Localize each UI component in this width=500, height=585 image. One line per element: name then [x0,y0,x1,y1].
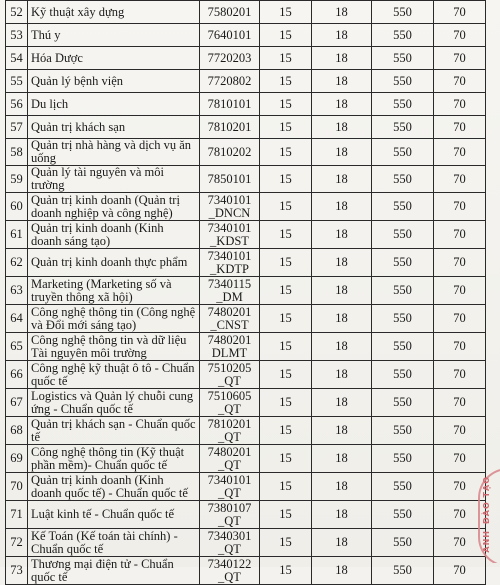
stt-cell: 62 [6,249,28,277]
score-cell-3: 550 [372,417,434,445]
code-cell: 7340101 _KDST [200,221,260,249]
score-cell-3: 550 [372,445,434,473]
score-cell-4: 70 [434,221,486,249]
score-cell-1: 15 [260,139,312,166]
score-cell-2: 18 [312,361,372,389]
score-cell-3: 550 [372,389,434,417]
score-cell-4: 70 [434,193,486,221]
major-cell: Quản trị kinh doanh (Kinh doanh sáng tạo) [28,221,200,249]
table-row [6,445,486,473]
stamp-text-bottom: ANH [482,530,491,553]
score-cell-1: 15 [260,193,312,221]
score-cell-1: 15 [260,24,312,47]
code-cell: 7510605 _QT [200,389,260,417]
score-cell-2: 18 [312,47,372,70]
stt-cell: 73 [6,557,28,585]
score-cell-3: 550 [372,221,434,249]
major-cell: Quản trị kinh doanh (Kinh doanh quốc tế) - Chuẩn quốc tế [28,473,200,501]
table-row [6,139,486,166]
table-row [6,24,486,47]
score-cell-2: 18 [312,333,372,361]
score-cell-4: 70 [434,249,486,277]
code-cell: 7340301 _QT [200,529,260,557]
stt-cell: 67 [6,389,28,417]
score-cell-4: 70 [434,166,486,193]
score-cell-4: 70 [434,361,486,389]
score-cell-1: 15 [260,473,312,501]
major-cell: Công nghệ thông tin và dữ liệu Tài nguyên môi trường [28,333,200,361]
score-cell-3: 550 [372,116,434,139]
score-cell-4: 70 [434,70,486,93]
code-cell: 7810201 _QT [200,417,260,445]
score-cell-4: 70 [434,93,486,116]
code-cell: 7720802 [200,70,260,93]
score-cell-1: 15 [260,389,312,417]
stt-cell: 65 [6,333,28,361]
score-cell-3: 550 [372,139,434,166]
major-cell: Luật kinh tế - Chuẩn quốc tế [28,501,200,529]
score-cell-4: 70 [434,139,486,166]
code-cell: 7380107 _QT [200,501,260,529]
official-stamp [478,468,500,563]
score-cell-3: 550 [372,249,434,277]
major-cell: Marketing (Marketing số và truyền thông xã hội) [28,277,200,305]
score-cell-3: 550 [372,166,434,193]
code-cell: 7720203 [200,47,260,70]
stt-cell: 66 [6,361,28,389]
table-row [6,93,486,116]
stt-cell: 70 [6,473,28,501]
code-cell: 7510205 _QT [200,361,260,389]
table-row [6,305,486,333]
score-cell-4: 70 [434,1,486,24]
score-cell-1: 15 [260,529,312,557]
score-cell-2: 18 [312,249,372,277]
score-cell-4: 70 [434,557,486,585]
score-cell-3: 550 [372,93,434,116]
score-cell-2: 18 [312,1,372,24]
score-cell-3: 550 [372,70,434,93]
stt-cell: 64 [6,305,28,333]
score-cell-4: 70 [434,445,486,473]
stamp-text-top: ĐÀO TẠO [482,476,491,524]
stt-cell: 55 [6,70,28,93]
score-cell-4: 70 [434,389,486,417]
score-cell-4: 70 [434,277,486,305]
major-cell: Kỹ thuật xây dựng [28,1,200,24]
score-cell-3: 550 [372,193,434,221]
stt-cell: 58 [6,139,28,166]
score-cell-1: 15 [260,277,312,305]
score-cell-3: 550 [372,277,434,305]
score-cell-1: 15 [260,445,312,473]
table-row [6,221,486,249]
score-cell-2: 18 [312,417,372,445]
score-cell-2: 18 [312,24,372,47]
code-cell: 7480201 DLMT [200,333,260,361]
major-cell: Quản trị kinh doanh thực phẩm [28,249,200,277]
stt-cell: 71 [6,501,28,529]
score-cell-3: 550 [372,361,434,389]
stt-cell: 68 [6,417,28,445]
score-cell-2: 18 [312,116,372,139]
table-row [6,417,486,445]
major-cell: Quản trị khách sạn - Chuẩn quốc tế [28,417,200,445]
score-cell-2: 18 [312,70,372,93]
major-cell: Quản trị kinh doanh (Quản trị doanh nghiệp và công nghệ) [28,193,200,221]
code-cell: 7810201 [200,116,260,139]
score-cell-2: 18 [312,221,372,249]
major-cell: Hóa Dược [28,47,200,70]
table-row [6,47,486,70]
table-row [6,529,486,557]
score-cell-2: 18 [312,445,372,473]
score-cell-3: 550 [372,557,434,585]
code-cell: 7340101 _DNCN [200,193,260,221]
major-cell: Du lịch [28,93,200,116]
major-cell: Công nghệ kỹ thuật ô tô - Chuẩn quốc tế [28,361,200,389]
table-row [6,193,486,221]
score-cell-1: 15 [260,116,312,139]
score-cell-2: 18 [312,389,372,417]
table-row [6,557,486,585]
stt-cell: 57 [6,116,28,139]
code-cell: 7580201 [200,1,260,24]
score-cell-3: 550 [372,24,434,47]
score-cell-1: 15 [260,166,312,193]
table-row [6,333,486,361]
score-cell-4: 70 [434,47,486,70]
stt-cell: 53 [6,24,28,47]
code-cell: 7340101 _KDTP [200,249,260,277]
table-body [6,1,486,585]
score-cell-2: 18 [312,557,372,585]
score-cell-1: 15 [260,333,312,361]
score-cell-3: 550 [372,501,434,529]
table-row [6,70,486,93]
score-cell-4: 70 [434,417,486,445]
table-row [6,116,486,139]
score-cell-4: 70 [434,24,486,47]
stt-cell: 56 [6,93,28,116]
score-cell-2: 18 [312,139,372,166]
major-cell: Logistics và Quản lý chuỗi cung ứng - Chuẩn quốc tế [28,389,200,417]
score-cell-4: 70 [434,333,486,361]
score-cell-4: 70 [434,501,486,529]
score-cell-3: 550 [372,47,434,70]
table-row [6,473,486,501]
code-cell: 7480201 _QT [200,445,260,473]
score-cell-3: 550 [372,333,434,361]
major-cell: Quản lý tài nguyên và môi trường [28,166,200,193]
table-row [6,249,486,277]
major-cell: Quản trị nhà hàng và dịch vụ ăn uống [28,139,200,166]
major-cell: Quản lý bệnh viện [28,70,200,93]
score-cell-4: 70 [434,529,486,557]
score-cell-1: 15 [260,417,312,445]
code-cell: 7640101 [200,24,260,47]
admission-score-table [5,0,486,585]
score-cell-1: 15 [260,305,312,333]
code-cell: 7810202 [200,139,260,166]
code-cell: 7480201 _CNST [200,305,260,333]
code-cell: 7850101 [200,166,260,193]
table-row [6,389,486,417]
stt-cell: 60 [6,193,28,221]
score-cell-1: 15 [260,47,312,70]
code-cell: 7340101 _QT [200,473,260,501]
major-cell: Công nghệ thông tin (Kỹ thuật phần mềm)- Chuẩn quốc tế [28,445,200,473]
stt-cell: 63 [6,277,28,305]
score-cell-1: 15 [260,361,312,389]
score-cell-2: 18 [312,473,372,501]
score-cell-1: 15 [260,70,312,93]
table-row [6,166,486,193]
stt-cell: 52 [6,1,28,24]
major-cell: Thú y [28,24,200,47]
code-cell: 7340115 _DM [200,277,260,305]
major-cell: Quản trị khách sạn [28,116,200,139]
table-row [6,1,486,24]
score-cell-2: 18 [312,93,372,116]
score-cell-3: 550 [372,305,434,333]
score-cell-4: 70 [434,473,486,501]
score-cell-4: 70 [434,305,486,333]
major-cell: Thương mại điện tử - Chuẩn quốc tế [28,557,200,585]
code-cell: 7810101 [200,93,260,116]
major-cell: Kế Toán (Kế toán tài chính) - Chuẩn quốc tế [28,529,200,557]
score-cell-2: 18 [312,305,372,333]
stt-cell: 61 [6,221,28,249]
stt-cell: 59 [6,166,28,193]
score-cell-2: 18 [312,501,372,529]
stt-cell: 72 [6,529,28,557]
stt-cell: 54 [6,47,28,70]
score-cell-1: 15 [260,557,312,585]
score-cell-1: 15 [260,1,312,24]
table-row [6,277,486,305]
major-cell: Công nghệ thông tin (Công nghệ và Đổi mới sáng tạo) [28,305,200,333]
score-cell-3: 550 [372,473,434,501]
score-cell-1: 15 [260,221,312,249]
table-row [6,501,486,529]
score-cell-1: 15 [260,501,312,529]
score-cell-3: 550 [372,1,434,24]
table-row [6,361,486,389]
score-cell-2: 18 [312,277,372,305]
score-cell-1: 15 [260,249,312,277]
code-cell: 7340122 _QT [200,557,260,585]
score-cell-2: 18 [312,529,372,557]
score-cell-3: 550 [372,529,434,557]
score-cell-1: 15 [260,93,312,116]
score-cell-2: 18 [312,166,372,193]
score-cell-2: 18 [312,193,372,221]
score-cell-4: 70 [434,116,486,139]
stt-cell: 69 [6,445,28,473]
